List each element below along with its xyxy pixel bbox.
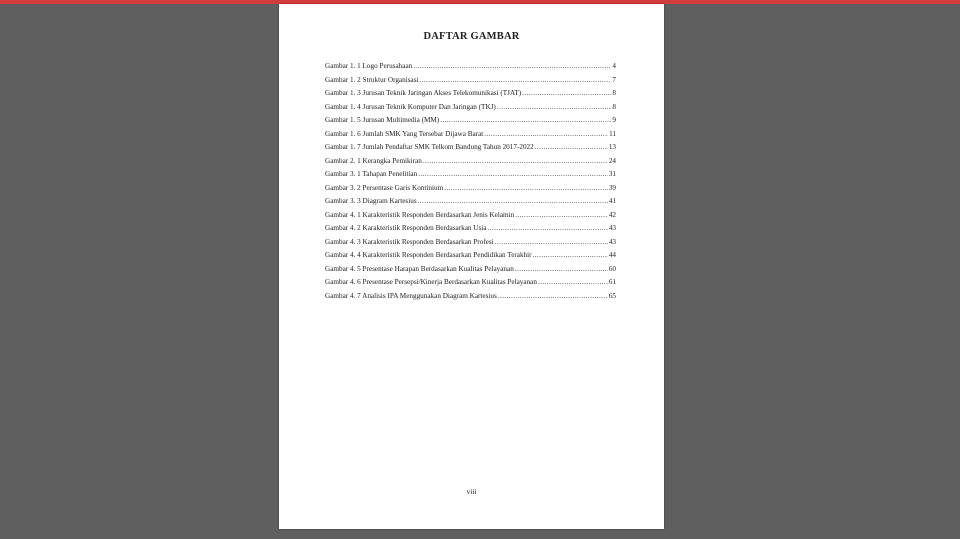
figure-entry-page: 41 <box>608 197 616 205</box>
figure-list-item[interactable] <box>325 195 616 209</box>
dot-leader <box>535 141 608 155</box>
dot-leader <box>495 236 608 250</box>
dot-leader <box>497 101 612 115</box>
figure-entry-page: 61 <box>608 278 616 286</box>
figure-entry-page: 7 <box>612 75 616 84</box>
figure-list-item[interactable] <box>325 114 616 128</box>
figure-entry-page: 43 <box>608 224 616 232</box>
figure-list-item[interactable] <box>325 290 616 304</box>
figure-entry-page: 31 <box>608 170 616 178</box>
figure-entry-label: Gambar 4. 4 Karakteristik Responden Berdasarkan Pendidikan Terakhir <box>325 251 532 259</box>
figure-list-item[interactable] <box>325 74 616 88</box>
dot-leader <box>413 60 611 74</box>
dot-leader <box>420 74 612 88</box>
figure-list-item[interactable] <box>325 168 616 182</box>
figure-entry-page: 42 <box>608 210 616 219</box>
figure-list-item[interactable] <box>325 60 616 74</box>
dot-leader <box>498 290 608 304</box>
figure-list-item[interactable] <box>325 182 616 196</box>
figure-list-item[interactable] <box>325 141 616 155</box>
figure-entry-label: Gambar 4. 7 Analisis IPA Menggunakan Diagram Kartesius <box>325 291 497 300</box>
figure-entry-label: Gambar 2. 1 Kerangka Pemikiran <box>325 156 422 165</box>
dot-leader <box>487 222 607 236</box>
figure-list-item[interactable] <box>325 236 616 250</box>
figure-entry-page: 8 <box>612 89 616 97</box>
dot-leader <box>418 168 608 182</box>
dot-leader <box>440 114 611 128</box>
figure-list-item[interactable] <box>325 128 616 142</box>
dot-leader <box>444 182 608 196</box>
figure-list-item[interactable] <box>325 249 616 263</box>
page-title: DAFTAR GAMBAR <box>423 31 520 42</box>
figure-entry-label: Gambar 1. 6 Jumlah SMK Yang Tersebar Dijawa Barat <box>325 129 484 138</box>
dot-leader <box>538 276 608 290</box>
figure-entry-page: 60 <box>608 264 616 273</box>
dot-leader <box>423 155 608 169</box>
document-page <box>279 4 664 529</box>
dot-leader <box>522 87 611 101</box>
dot-leader <box>515 209 608 223</box>
figure-list-item[interactable] <box>325 155 616 169</box>
dot-leader <box>515 263 608 277</box>
figure-entry-page: 65 <box>608 291 616 300</box>
figure-list-item[interactable] <box>325 101 616 115</box>
figure-list-item[interactable] <box>325 276 616 290</box>
figure-list-item[interactable] <box>325 263 616 277</box>
figure-entry-label: Gambar 4. 6 Presentase Persepsi/Kinerja Berdasarkan Kualitas Pelayanan <box>325 278 537 286</box>
figure-list-item[interactable] <box>325 209 616 223</box>
figure-entry-label: Gambar 1. 2 Struktur Organisasi <box>325 75 419 84</box>
figure-list <box>325 60 616 303</box>
dot-leader <box>533 249 608 263</box>
figure-entry-label: Gambar 3. 3 Diagram Kartesius <box>325 197 417 205</box>
figure-entry-label: Gambar 4. 3 Karakteristik Responden Berdasarkan Profesi <box>325 237 494 246</box>
figure-entry-page: 11 <box>609 129 616 138</box>
figure-entry-page: 13 <box>608 143 616 151</box>
figure-list-item[interactable] <box>325 87 616 101</box>
figure-entry-page: 24 <box>608 156 616 165</box>
figure-entry-label: Gambar 3. 1 Tahapan Penelitian <box>325 170 418 178</box>
figure-entry-page: 44 <box>608 251 616 259</box>
figure-entry-page: 39 <box>608 183 616 192</box>
figure-entry-label: Gambar 3. 2 Persentase Garis Kontinium <box>325 183 444 192</box>
figure-entry-page: 8 <box>612 102 616 111</box>
dot-leader <box>418 195 608 209</box>
figure-entry-label: Gambar 1. 5 Jurusan Multimedia (MM) <box>325 116 440 124</box>
figure-entry-label: Gambar 1. 7 Jumlah Pendaftar SMK Telkom Bandung Tahun 2017-2022 <box>325 143 534 151</box>
figure-entry-label: Gambar 1. 4 Jurusan Teknik Komputer Dan Jaringan (TKJ) <box>325 102 496 111</box>
figure-entry-label: Gambar 1. 3 Jurusan Teknik Jaringan Akses Telekomunikasi (TJAT) <box>325 89 522 97</box>
figure-entry-label: Gambar 4. 2 Karakteristik Responden Berdasarkan Usia <box>325 224 487 232</box>
figure-entry-page: 4 <box>612 62 616 70</box>
page-number: viii <box>466 487 477 496</box>
dot-leader <box>484 128 608 142</box>
figure-entry-page: 9 <box>612 116 616 124</box>
figure-entry-page: 43 <box>608 237 616 246</box>
figure-entry-label: Gambar 4. 5 Presentase Harapan Berdasarkan Kualitas Pelayanan <box>325 264 514 273</box>
figure-entry-label: Gambar 1. 1 Logo Perusahaan <box>325 62 413 70</box>
figure-list-item[interactable] <box>325 222 616 236</box>
figure-entry-label: Gambar 4. 1 Karakteristik Responden Berdasarkan Jenis Kelamin <box>325 210 515 219</box>
